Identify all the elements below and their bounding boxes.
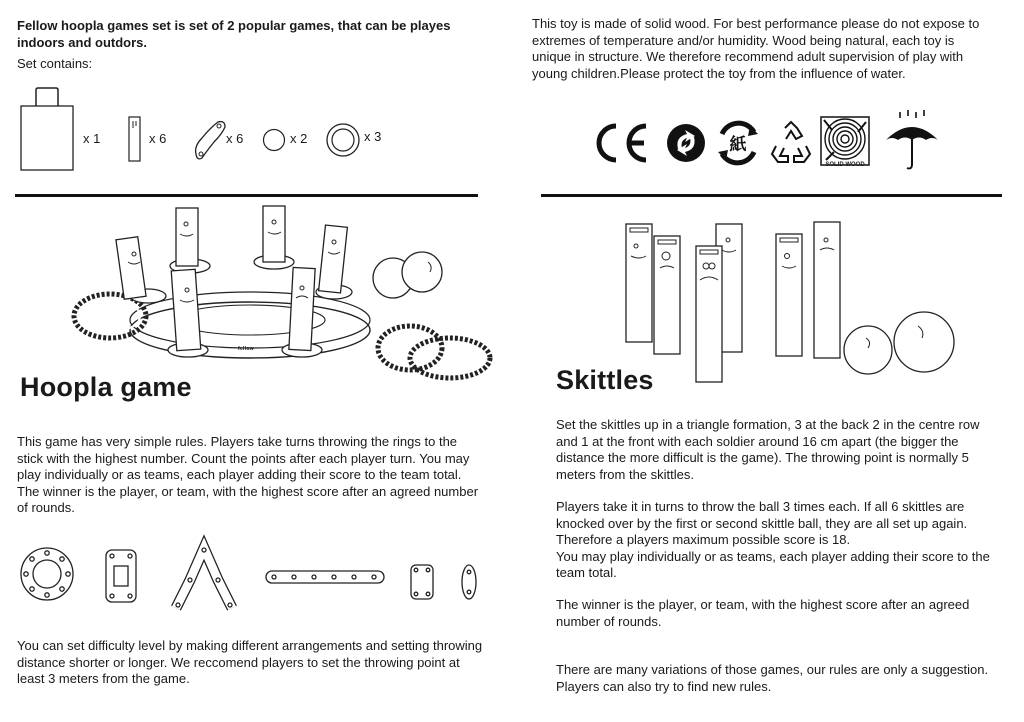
- green-dot-icon: [665, 122, 707, 164]
- keep-dry-icon: [882, 110, 942, 172]
- ring-icon: [325, 122, 361, 158]
- skittles-winner-text: The winner is the player, or team, with the highest score after an agreed number of rounds.: [556, 597, 970, 629]
- connector-count: x 6: [226, 131, 244, 146]
- care-text: This toy is made of solid wood. For best performance please do not expose to extremes of temperature and/or humidity. Wood being natural, each toy is unique in structure. We therefore recommend adult supervision of play with young children.Please protect the toy from the influence of water.: [532, 16, 980, 81]
- right-divider: [541, 194, 1002, 197]
- hoopla-illustration: [70, 200, 500, 380]
- hoopla-brand-label: fellow: [238, 346, 254, 352]
- ring-count: x 3: [364, 129, 382, 144]
- variations-text: There are many variations of those games, our rules are only a suggestion. Players can also try to find new rules.: [556, 662, 989, 694]
- solid-wood-label: SOLID WOOD: [825, 162, 865, 168]
- connector-icon: [192, 118, 228, 162]
- arrangements-illustration: [18, 540, 488, 620]
- hoopla-rules-text: This game has very simple rules. Players take turns throwing the rings to the stick with the highest number. Count the points after each player turn. You may play individually or as teams, each player adding their score to the team total. The winner is the player, or team, with the highest score after an agreed number of rounds.: [17, 434, 479, 515]
- paper-recycle-icon: [714, 120, 762, 166]
- svg-text:紙: 紙: [729, 135, 747, 155]
- skittles-title: Skittles: [556, 365, 654, 395]
- skittles-illustration: [620, 218, 960, 388]
- left-divider: [15, 194, 478, 197]
- set-contains-label: Set contains:: [17, 56, 93, 71]
- hoopla-title: Hoopla game: [20, 372, 192, 402]
- stick-icon: [128, 116, 142, 162]
- ball-count: x 2: [290, 131, 308, 146]
- stick-count: x 6: [149, 131, 167, 146]
- skittles-rules-text: Players take it in turns to throw the ball 3 times each. If all 6 skittles are knocked over by the first or second skittle ball, they are all set up again. Therefore a players maximum possible score is 18. You may play individually or as teams, each player adding their score to the team total.: [556, 499, 990, 580]
- ball-icon: [262, 128, 286, 152]
- bag-icon: [20, 86, 75, 172]
- bag-count: x 1: [83, 131, 101, 146]
- skittles-setup-text: Set the skittles up in a triangle formation, 3 at the back 2 in the centre row and 1 at the front with each soldier around 16 cm apart (the bigger the distance the more difficult is the game). The throwing point is normally 5 meters from the skittles.: [556, 417, 980, 482]
- ce-mark-icon: [592, 122, 652, 164]
- intro-text: Fellow hoopla games set is set of 2 popular games, that can be playes indoors and outdors.: [17, 18, 451, 50]
- recycle-icon: [768, 120, 814, 166]
- difficulty-text: You can set difficulty level by making different arrangements and setting throwing distance shorter or longer. We reccomend players to set the throwing point at least 3 meters from the game.: [17, 638, 483, 686]
